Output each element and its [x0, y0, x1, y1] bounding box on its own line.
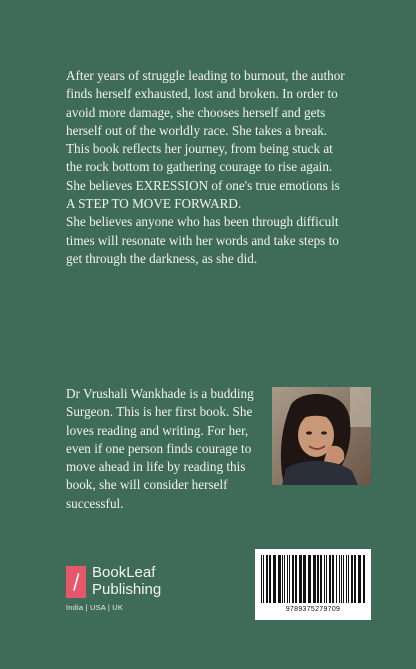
blurb-line: After years of struggle leading to burnout, the author	[66, 68, 345, 83]
book-blurb	[66, 67, 382, 268]
author-bio	[66, 385, 266, 513]
slash-mark-icon	[66, 566, 86, 598]
barcode-bar	[336, 555, 337, 603]
barcode-bar	[341, 555, 342, 603]
bio-line: Surgeon. This is her first book. She	[66, 404, 253, 420]
barcode-bar	[324, 555, 325, 603]
barcode-bar	[358, 555, 361, 603]
publisher-name-line1: BookLeaf	[92, 564, 156, 581]
barcode-bar	[320, 555, 322, 603]
barcode-bar	[308, 555, 311, 603]
bio-line: even if one person finds courage to	[66, 440, 252, 456]
barcode-bar	[348, 555, 349, 603]
publisher-logo	[66, 566, 236, 616]
author-portrait-image	[272, 387, 371, 485]
blurb-line: times will resonate with her words and take steps to	[66, 232, 339, 248]
barcode-bar	[263, 555, 264, 603]
bio-line: Dr Vrushali Wankhade is a budding	[66, 386, 254, 401]
barcode-bar	[273, 555, 276, 603]
publisher-name-line2: Publishing	[92, 581, 162, 598]
publisher-regions: India | USA | UK	[66, 603, 124, 612]
barcode-bar	[284, 555, 285, 603]
bio-line: book, she will consider herself	[66, 477, 228, 493]
blurb-line: This book reflects her journey, from being stuck at	[66, 141, 333, 157]
barcode-bar	[317, 555, 319, 603]
barcode-bar	[287, 555, 288, 603]
blurb-line: A STEP TO MOVE FORWARD.	[66, 196, 242, 212]
barcode-bar	[295, 555, 297, 603]
barcode-bar	[329, 555, 331, 603]
blurb-line: avoid more damage, she chooses herself and gets	[66, 104, 326, 120]
barcode-bar	[299, 555, 302, 603]
isbn-number: 9789375279709	[285, 606, 341, 613]
author-photo	[272, 387, 371, 485]
blurb-line: the rock bottom to gathering courage to rise again.	[66, 159, 333, 175]
bio-line: loves reading and writing. For her,	[66, 422, 249, 438]
barcode-bar	[303, 555, 306, 603]
blurb-line: herself out of the worldly race. She takes a break.	[66, 122, 328, 138]
barcode-bar	[269, 555, 271, 603]
barcode-bar	[261, 555, 262, 603]
barcode-bar	[326, 555, 327, 603]
barcode-bar	[339, 555, 340, 603]
barcode-bar	[282, 555, 283, 603]
barcode-bar	[278, 555, 281, 603]
blurb-line: She believes EXRESSION of one's true emotions is	[66, 177, 340, 193]
barcode-bar	[363, 555, 365, 603]
barcode-bar	[266, 555, 268, 603]
bio-line: move ahead in life by reading this	[66, 459, 246, 475]
isbn-barcode	[255, 549, 371, 620]
barcode-bar	[346, 555, 347, 603]
bio-line: successful.	[66, 495, 124, 511]
barcode-bar	[292, 555, 294, 603]
barcode-bar	[332, 555, 334, 603]
barcode-bar	[289, 555, 290, 603]
blurb-line: finds herself exhausted, lost and broken. In order to	[66, 86, 338, 102]
blurb-line: She believes anyone who has been through difficult	[66, 214, 339, 230]
barcode-bar	[351, 555, 353, 603]
publisher-name	[92, 564, 161, 598]
barcode-bar	[313, 555, 316, 603]
barcode-bar	[343, 555, 344, 603]
barcode-bar	[354, 555, 356, 603]
blurb-line: get through the darkness, as she did.	[66, 250, 258, 266]
